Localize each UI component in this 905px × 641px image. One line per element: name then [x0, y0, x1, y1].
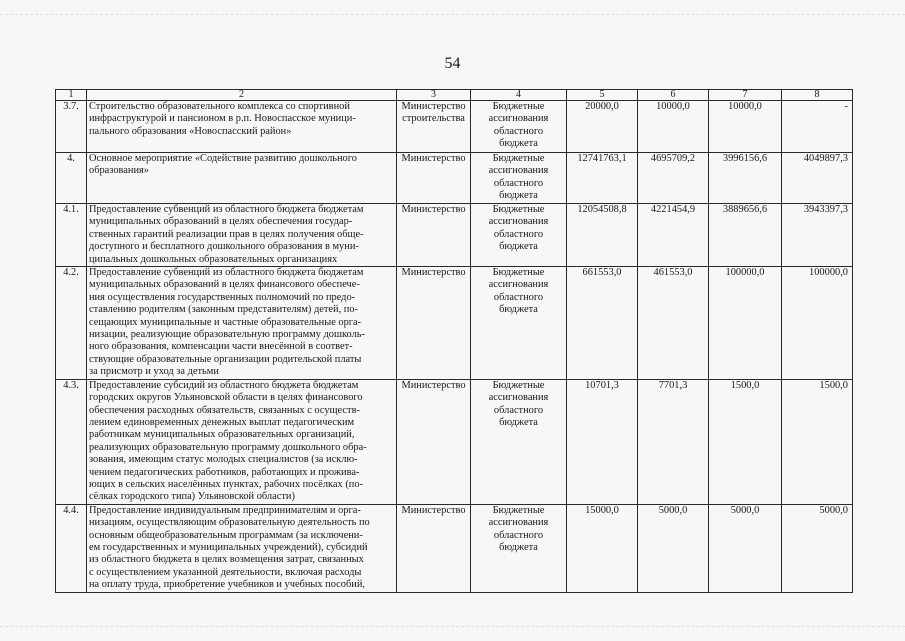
source-line: ассигнования	[488, 113, 549, 125]
desc-line: ного образования, компенсации части внесённой в соответ-	[89, 341, 353, 353]
amount-v6: 4221454,9	[638, 204, 709, 267]
amount-v8: -	[782, 101, 853, 153]
amount-v5: 12054508,8	[567, 204, 638, 267]
responsible-executor	[397, 153, 471, 204]
desc-line: Предоставление индивидуальным предпринимателям и орга-	[89, 504, 361, 516]
item-number: 4.4.	[56, 504, 87, 592]
desc-line: низации, реализующие образовательную программу дошколь-	[89, 329, 365, 341]
source-line: областного	[493, 177, 544, 189]
desc-line: основным общеобразовательным программам (за исключени-	[89, 529, 363, 541]
desc-line: муниципальных образований в целях обеспечения государ-	[89, 216, 353, 228]
item-description	[87, 504, 397, 592]
source-line: Бюджетные	[492, 204, 545, 215]
funding-source	[471, 153, 567, 204]
amount-v6: 461553,0	[638, 267, 709, 380]
table-row	[56, 504, 853, 592]
item-number: 3.7.	[56, 101, 87, 153]
source-line: областного	[493, 125, 544, 137]
amount-v5: 661553,0	[567, 267, 638, 380]
desc-line: чением педагогических работников, работающих и прожива-	[89, 466, 360, 478]
desc-line: из областного бюджета в целях возмещения затрат, связанных	[89, 554, 364, 566]
amount-v8: 1500,0	[782, 379, 853, 504]
column-header: 7	[709, 90, 782, 101]
source-line: Бюджетные	[492, 153, 545, 164]
desc-line: образования»	[89, 165, 150, 177]
column-header: 6	[638, 90, 709, 101]
table-header	[56, 90, 853, 101]
item-description	[87, 267, 397, 380]
desc-line: городских округов Ульяновской области в целях финансового	[89, 392, 363, 404]
amount-v7: 100000,0	[709, 267, 782, 380]
desc-line: низациям, осуществляющим образовательную деятельность по	[89, 517, 370, 529]
source-line: бюджета	[499, 138, 538, 150]
source-line: областного	[493, 404, 544, 416]
source-line: бюджета	[499, 304, 538, 316]
desc-line: ципальных дошкольных образовательных организациях	[89, 253, 338, 265]
funding-source	[471, 379, 567, 504]
desc-line: ем государственных и муниципальных учреждений), субсидий	[89, 541, 368, 553]
responsible-executor	[397, 204, 471, 267]
amount-v7: 1500,0	[709, 379, 782, 504]
source-line: бюджета	[499, 190, 538, 202]
item-number: 4.2.	[56, 267, 87, 380]
scan-edge-top	[0, 0, 905, 15]
table-row	[56, 153, 853, 204]
item-number: 4.1.	[56, 204, 87, 267]
source-line: Бюджетные	[492, 379, 545, 391]
amount-v7: 3889656,6	[709, 204, 782, 267]
table-row	[56, 204, 853, 267]
responsible-executor	[397, 379, 471, 504]
amount-v6: 7701,3	[638, 379, 709, 504]
source-line: областного	[493, 529, 544, 541]
column-header: 5	[567, 90, 638, 101]
desc-line: зования, имеющим статус молодых специалистов (за исклю-	[89, 454, 358, 466]
amount-v5: 15000,0	[567, 504, 638, 592]
desc-line: обеспечения расходных обязательств, связанных с осуществ-	[89, 404, 360, 416]
desc-line: муниципальных образований в целях финансового обеспече-	[89, 279, 360, 291]
desc-line: инфраструктурой и пансионом в р.п. Новоспасское муници-	[89, 113, 356, 125]
desc-line: работникам муниципальных образовательных организаций,	[89, 429, 355, 441]
source-line: Бюджетные	[492, 504, 545, 516]
amount-v5: 12741763,1	[567, 153, 638, 204]
source-line: ассигнования	[488, 216, 549, 228]
funding-source	[471, 101, 567, 153]
source-line: ассигнования	[488, 165, 549, 177]
ministry-line: Министерство	[401, 101, 466, 112]
desc-line: Предоставление субвенций из областного бюджета бюджетам	[89, 204, 364, 215]
column-header: 3	[397, 90, 471, 101]
column-header: 8	[782, 90, 853, 101]
desc-line: Строительство образовательного комплекса со спортивной	[89, 101, 350, 112]
item-description	[87, 204, 397, 267]
amount-v6: 5000,0	[638, 504, 709, 592]
desc-line: Основное мероприятие «Содействие развитию дошкольного	[89, 153, 357, 164]
column-header: 4	[471, 90, 567, 101]
source-line: Бюджетные	[492, 101, 545, 112]
column-header: 2	[87, 90, 397, 101]
desc-line: ставлению родителям (законным представителям) детей, по-	[89, 304, 358, 316]
amount-v7: 3996156,6	[709, 153, 782, 204]
funding-source	[471, 204, 567, 267]
column-header: 1	[56, 90, 87, 101]
table-body	[56, 101, 853, 593]
desc-line: за присмотр и уход за детьми	[89, 366, 219, 378]
amount-v6: 4695709,2	[638, 153, 709, 204]
amount-v7: 5000,0	[709, 504, 782, 592]
amount-v5: 20000,0	[567, 101, 638, 153]
amount-v8: 3943397,3	[782, 204, 853, 267]
responsible-executor	[397, 504, 471, 592]
amount-v8: 4049897,3	[782, 153, 853, 204]
desc-line: с осуществлением указанной деятельности, включая расходы	[89, 566, 362, 578]
source-line: ассигнования	[488, 279, 549, 291]
source-line: бюджета	[499, 416, 538, 428]
table-row	[56, 379, 853, 504]
desc-line: ствующие образовательные организации родительской платы	[89, 353, 362, 365]
desc-line: на оплату труда, приобретение учебников и учебных пособий,	[89, 579, 365, 591]
funding-source	[471, 504, 567, 592]
item-number: 4.	[56, 153, 87, 204]
responsible-executor	[397, 267, 471, 380]
desc-line: сещающих муниципальные и частные образовательные орга-	[89, 316, 362, 328]
budget-table	[55, 89, 853, 593]
desc-line: сёлках городского типа) Ульяновской области)	[89, 491, 295, 503]
column-number-row	[56, 90, 853, 101]
source-line: Бюджетные	[492, 267, 545, 279]
amount-v8: 100000,0	[782, 267, 853, 380]
ministry-line: Министерство	[401, 267, 466, 279]
source-line: областного	[493, 291, 544, 303]
ministry-line: строительства	[402, 113, 465, 125]
desc-line: пального образования «Новоспасский район»	[89, 125, 292, 137]
desc-line: ния осуществления государственных полномочий по предо-	[89, 291, 356, 303]
desc-line: лением единовременных денежных выплат педагогическим	[89, 416, 355, 428]
source-line: ассигнования	[488, 392, 549, 404]
ministry-line: Министерство	[401, 379, 466, 391]
ministry-line: Министерство	[401, 504, 466, 516]
scan-edge-bottom	[0, 626, 905, 641]
amount-v6: 10000,0	[638, 101, 709, 153]
desc-line: ственных гарантий реализации прав в целях получения обще-	[89, 228, 364, 240]
desc-line: доступного и бесплатного дошкольного образования в муни-	[89, 241, 359, 253]
page-number: 54	[444, 55, 461, 72]
amount-v8: 5000,0	[782, 504, 853, 592]
amount-v7: 10000,0	[709, 101, 782, 153]
item-description	[87, 379, 397, 504]
ministry-line: Министерство	[401, 204, 466, 215]
funding-source	[471, 267, 567, 380]
item-number: 4.3.	[56, 379, 87, 504]
desc-line: ющих в сельских населённых пунктах, рабочих посёлках (по-	[89, 478, 364, 490]
desc-line: реализующих образовательную программу дошкольного обра-	[89, 441, 367, 453]
desc-line: Предоставление субвенций из областного бюджета бюджетам	[89, 267, 364, 279]
ministry-line: Министерство	[401, 153, 466, 164]
source-line: областного	[493, 228, 544, 240]
item-description	[87, 101, 397, 153]
source-line: бюджета	[499, 541, 538, 553]
responsible-executor	[397, 101, 471, 153]
table-row	[56, 267, 853, 380]
table-row	[56, 101, 853, 153]
source-line: ассигнования	[488, 517, 549, 529]
source-line: бюджета	[499, 241, 538, 253]
amount-v5: 10701,3	[567, 379, 638, 504]
desc-line: Предоставление субсидий из областного бюджета бюджетам	[89, 379, 359, 391]
item-description	[87, 153, 397, 204]
